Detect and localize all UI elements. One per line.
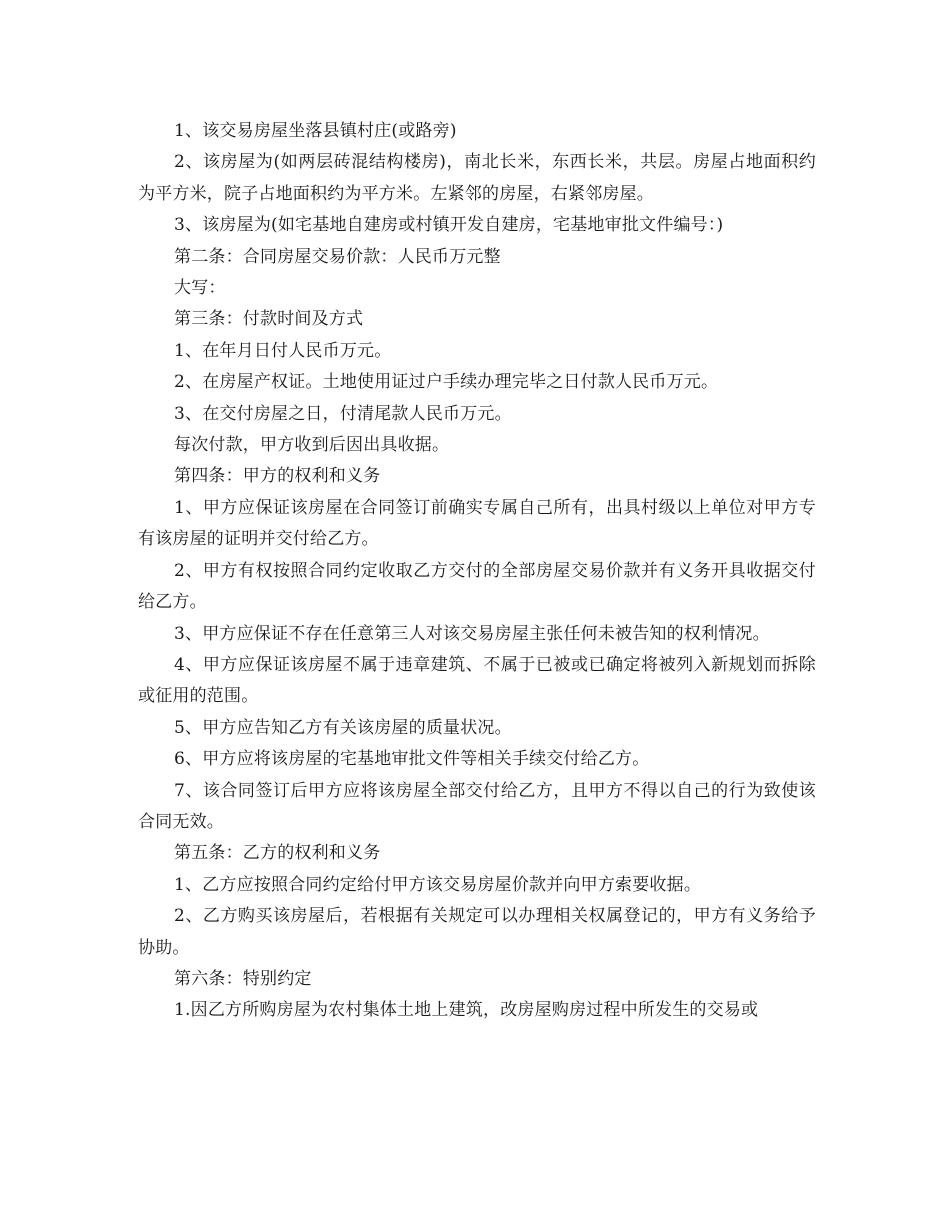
paragraph: 1、甲方应保证该房屋在合同签订前确实专属自己所有，出具村级以上单位对甲方专有该房屋的证明并交付给乙方。 xyxy=(138,497,816,550)
paragraph: 5、甲方应告知乙方有关该房屋的质量状况。 xyxy=(174,717,512,738)
paragraph: 大写： xyxy=(174,278,226,299)
article-heading: 第三条：付款时间及方式 xyxy=(174,309,364,330)
article-heading: 第五条：乙方的权利和义务 xyxy=(174,843,381,864)
paragraph: 1、在年月日付人民币万元。 xyxy=(174,340,392,361)
paragraph: 2、甲方有权按照合同约定收取乙方交付的全部房屋交易价款并有义务开具收据交付给乙方。 xyxy=(138,560,816,613)
paragraph: 1、该交易房屋坐落县镇村庄(或路旁) xyxy=(174,121,457,141)
paragraph: 2、该房屋为(如两层砖混结构楼房)，南北长米，东西长米，共层。房屋占地面积约为平方米，院子占地面积约为平方米。左紧邻的房屋，右紧邻房屋。 xyxy=(138,152,816,204)
article-heading: 第六条：特别约定 xyxy=(174,968,312,989)
paragraph: 3、在交付房屋之日，付清尾款人民币万元。 xyxy=(174,403,512,424)
article-heading: 第四条：甲方的权利和义务 xyxy=(174,466,381,487)
article-heading: 第二条：合同房屋交易价款：人民币万元整 xyxy=(174,246,501,267)
paragraph: 7、该合同签订后甲方应将该房屋全部交付给乙方，且甲方不得以自己的行为致使该合同无效。 xyxy=(138,780,816,832)
paragraph: 3、甲方应保证不存在任意第三人对该交易房屋主张任何未被告知的权利情况。 xyxy=(174,623,770,644)
document-body xyxy=(138,116,816,1027)
paragraph: 2、乙方购买该房屋后，若根据有关规定可以办理相关权属登记的，甲方有义务给予协助。 xyxy=(138,906,816,958)
paragraph: 6、甲方应将该房屋的宅基地审批文件等相关手续交付给乙方。 xyxy=(174,749,650,770)
paragraph: 2、在房屋产权证。土地使用证过户手续办理完毕之日付款人民币万元。 xyxy=(174,372,719,393)
paragraph: 4、甲方应保证该房屋不属于违章建筑、不属于已被或已确定将被列入新规划而拆除或征用的范围。 xyxy=(138,654,816,707)
paragraph: 1、乙方应按照合同约定给付甲方该交易房屋价款并向甲方索要收据。 xyxy=(174,874,702,895)
paragraph: 1.因乙方所购房屋为农村集体土地上建筑，改房屋购房过程中所发生的交易或 xyxy=(174,1000,759,1021)
paragraph: 3、该房屋为(如宅基地自建房或村镇开发自建房，宅基地审批文件编号：) xyxy=(174,215,724,236)
paragraph: 每次付款，甲方收到后因出具收据。 xyxy=(174,435,450,456)
